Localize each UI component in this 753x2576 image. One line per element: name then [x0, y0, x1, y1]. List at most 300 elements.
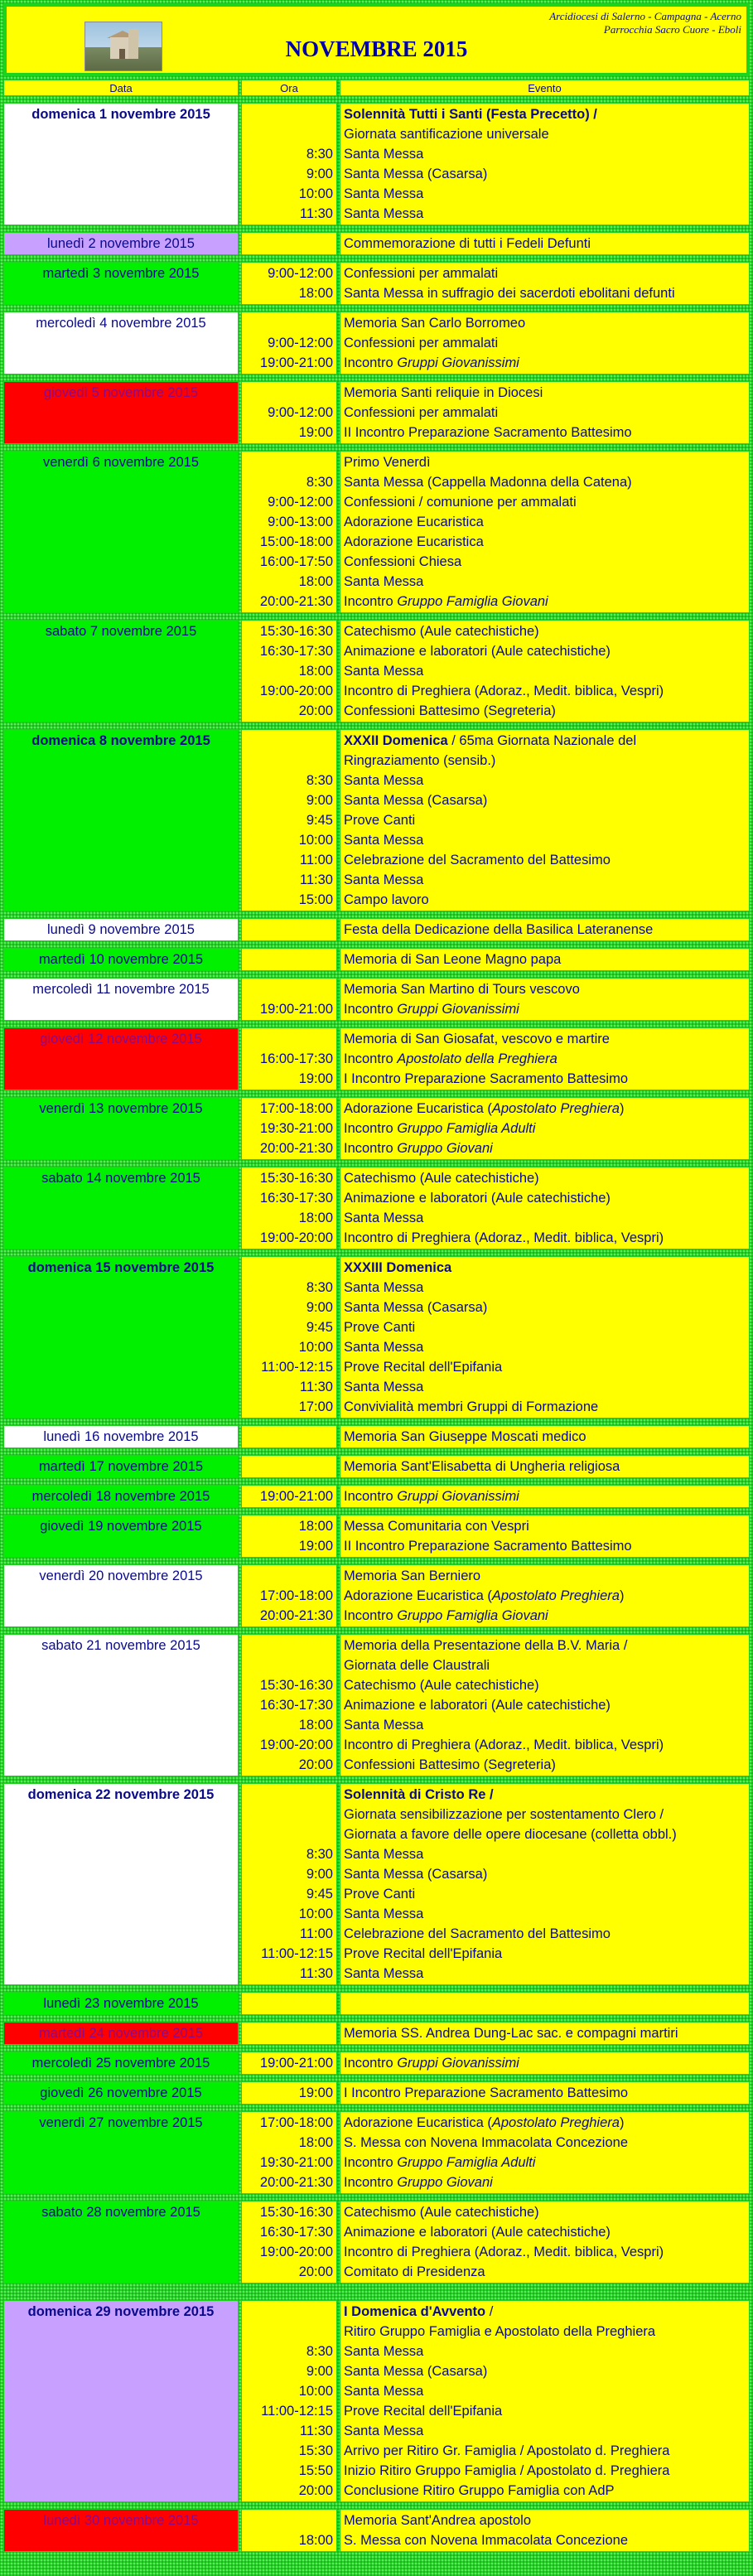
event-text: Confessioni per ammalati [344, 336, 499, 350]
event-text: Adorazione Eucaristica ( [344, 1101, 492, 1116]
event-text: Inizio Ritiro Gruppo Famiglia / Apostolato d. Preghiera [344, 2463, 670, 2478]
event-time [245, 920, 333, 940]
day-date: sabato 28 novembre 2015 [3, 2201, 239, 2284]
event-description [344, 512, 746, 532]
day-date: domenica 22 novembre 2015 [3, 1783, 239, 1985]
event-time [245, 104, 333, 124]
day-date: martedì 10 novembre 2015 [3, 948, 239, 971]
day-events [340, 1167, 750, 1249]
day-events [340, 1485, 750, 1508]
event-text: Santa Messa (Casarsa) [344, 1300, 488, 1315]
event-description [344, 2511, 746, 2530]
event-description [344, 1636, 746, 1655]
event-text: Santa Messa (Casarsa) [344, 2364, 488, 2379]
event-time: 19:00-21:00 [259, 2056, 333, 2071]
event-description [344, 1099, 746, 1119]
day-row [3, 232, 750, 255]
event-time: 9:00 [306, 1867, 333, 1882]
event-time: 10:00 [298, 186, 333, 201]
day-events [340, 1515, 750, 1558]
event-time [245, 1785, 333, 1805]
event-time: 16:30-17:30 [259, 1698, 333, 1713]
event-time [245, 2322, 333, 2342]
event-time: 19:00-21:00 [259, 355, 333, 370]
event-text: Prove Canti [344, 1320, 416, 1335]
event-time [245, 234, 333, 254]
event-text: Incontro [344, 594, 398, 609]
event-description [344, 2401, 746, 2421]
event-description [344, 263, 746, 283]
event-text: / [485, 2304, 494, 2319]
event-time: 17:00-18:00 [259, 1588, 333, 1603]
day-times [241, 978, 337, 1021]
event-time: 19:00-20:00 [259, 1230, 333, 1245]
event-time [245, 1655, 333, 1675]
event-description [344, 1675, 746, 1695]
event-time: 20:00 [298, 703, 333, 718]
day-times [241, 1097, 337, 1160]
event-time [245, 2511, 333, 2530]
event-description [344, 621, 746, 641]
event-time: 11:00-12:15 [261, 1360, 333, 1375]
event-description [344, 423, 746, 442]
event-text: Santa Messa [344, 1907, 424, 1921]
event-description [344, 234, 746, 254]
day-times [241, 2201, 337, 2284]
day-events [340, 1097, 750, 1160]
event-description [344, 1755, 746, 1775]
event-text: Memoria di San Leone Magno papa [344, 952, 562, 967]
day-times [241, 1425, 337, 1448]
event-description [344, 2322, 746, 2342]
event-time [245, 452, 333, 472]
day-events [340, 729, 750, 911]
event-description [344, 1298, 746, 1317]
day-events [340, 1455, 750, 1478]
event-description [344, 2222, 746, 2242]
event-description [344, 383, 746, 403]
event-time: 8:30 [306, 773, 333, 788]
event-time [245, 1994, 333, 2013]
event-text: Santa Messa [344, 2384, 424, 2399]
day-times [241, 312, 337, 375]
event-description [344, 2342, 746, 2361]
event-description [344, 1994, 746, 2013]
event-time: 20:00 [298, 1757, 333, 1772]
day-row [3, 1992, 750, 2015]
event-time: 9:00 [306, 793, 333, 808]
day-times [241, 2509, 337, 2552]
event-description [344, 1805, 746, 1824]
day-row [3, 729, 750, 911]
event-description [344, 164, 746, 184]
diocese-line-2: Parrocchia Sacro Cuore - Eboli [603, 23, 741, 36]
day-row [3, 1783, 750, 1985]
day-times [241, 1564, 337, 1627]
column-header-time: Ora [241, 80, 337, 96]
day-times [241, 729, 337, 911]
day-date: venerdì 13 novembre 2015 [3, 1097, 239, 1160]
event-text: Santa Messa [344, 1211, 424, 1225]
event-time: 20:00 [298, 2483, 333, 2498]
day-events [340, 2052, 750, 2075]
event-text: Arrivo per Ritiro Gr. Famiglia / Apostolato d. Preghiera [344, 2443, 670, 2458]
event-time: 11:00 [299, 853, 333, 868]
day-events [340, 103, 750, 225]
event-description [344, 2262, 746, 2282]
calendar-page [3, 3, 750, 2552]
event-text: I Incontro Preparazione Sacramento Battesimo [344, 2085, 629, 2100]
day-times [241, 620, 337, 723]
day-row [3, 918, 750, 941]
event-text: ) [619, 1588, 625, 1603]
event-text: Prove Recital dell'Epifania [344, 1946, 503, 1961]
event-time: 18:00 [298, 664, 333, 679]
event-text: Giornata santificazione universale [344, 127, 549, 142]
day-date: venerdì 6 novembre 2015 [3, 451, 239, 613]
event-text: Confessioni per ammalati [344, 266, 499, 281]
event-text: Primo Venerdì [344, 455, 431, 470]
day-times [241, 948, 337, 971]
event-description [344, 1069, 746, 1089]
day-events [340, 1783, 750, 1985]
event-text: Memoria San Giuseppe Moscati medico [344, 1429, 586, 1444]
day-events [340, 1425, 750, 1448]
event-description [344, 641, 746, 661]
event-description [344, 333, 746, 353]
event-time [245, 1566, 333, 1586]
event-description [344, 2113, 746, 2133]
day-events [340, 620, 750, 723]
event-text: Incontro di Preghiera (Adoraz., Medit. biblica, Vespri) [344, 2245, 664, 2259]
event-description [344, 2153, 746, 2172]
event-text: Prove Recital dell'Epifania [344, 2404, 503, 2419]
event-time: 9:45 [306, 1320, 333, 1335]
event-text: Santa Messa [344, 186, 424, 201]
diocese-line-1: Arcidiocesi di Salerno - Campagna - Acerno [549, 10, 741, 22]
event-time: 17:00 [298, 1399, 333, 1414]
event-text: Santa Messa [344, 1966, 424, 1981]
event-time: 20:00 [298, 2264, 333, 2279]
day-events [340, 918, 750, 941]
event-description [344, 2361, 746, 2381]
event-text: Gruppo Giovani [397, 1141, 493, 1156]
event-text: I Domenica d'Avvento [344, 2304, 486, 2319]
event-text: Catechismo (Aule catechistiche) [344, 1678, 539, 1693]
event-text: Catechismo (Aule catechistiche) [344, 2205, 539, 2220]
day-row [3, 1027, 750, 1090]
event-text: Memoria della Presentazione della B.V. Maria / [344, 1638, 628, 1653]
day-date: lunedì 30 novembre 2015 [3, 2509, 239, 2552]
event-time [245, 1427, 333, 1447]
event-text: Adorazione Eucaristica ( [344, 2115, 492, 2130]
event-description [344, 661, 746, 681]
section-gap [3, 2284, 750, 2293]
day-events [340, 2201, 750, 2284]
event-time: 18:00 [298, 1211, 333, 1225]
event-description [344, 2381, 746, 2401]
event-time: 9:00 [306, 2364, 333, 2379]
event-description [344, 890, 746, 910]
day-date: mercoledì 4 novembre 2015 [3, 312, 239, 375]
event-time: 19:00 [298, 1071, 333, 1086]
event-description [344, 2172, 746, 2192]
event-time: 8:30 [306, 1847, 333, 1862]
event-description [344, 1168, 746, 1188]
event-time: 19:00-21:00 [259, 1489, 333, 1504]
event-text: Santa Messa [344, 833, 424, 848]
event-time: 19:00 [298, 1539, 333, 1554]
event-description [344, 1536, 746, 1556]
diocese-info [549, 10, 741, 36]
event-time [245, 731, 333, 751]
event-text: Celebrazione del Sacramento del Battesimo [344, 853, 611, 868]
event-time: 8:30 [306, 475, 333, 490]
event-time: 9:00-12:00 [268, 405, 333, 420]
event-time: 20:00-21:30 [259, 2175, 333, 2190]
event-description [344, 313, 746, 333]
event-time: 20:00-21:30 [259, 1608, 333, 1623]
day-times [241, 232, 337, 255]
event-time: 19:00-20:00 [259, 684, 333, 698]
event-text: Incontro [344, 2056, 398, 2071]
event-time: 19:00 [298, 2085, 333, 2100]
event-text: Santa Messa [344, 664, 424, 679]
event-text: Prove Canti [344, 1887, 416, 1902]
event-description [344, 1695, 746, 1715]
event-text: Santa Messa in suffragio dei sacerdoti ebolitani defunti [344, 286, 675, 301]
event-time: 11:00-12:15 [261, 2404, 333, 2419]
event-description [344, 1606, 746, 1626]
event-description [344, 1049, 746, 1069]
event-description [344, 2083, 746, 2103]
event-text: Santa Messa (Cappella Madonna della Catena) [344, 475, 632, 490]
event-time: 9:00-12:00 [268, 266, 333, 281]
event-text: Santa Messa (Casarsa) [344, 1867, 488, 1882]
event-text: Santa Messa [344, 1280, 424, 1295]
day-row [3, 2022, 750, 2045]
event-description [344, 1884, 746, 1904]
day-times [241, 2081, 337, 2105]
event-description [344, 999, 746, 1019]
event-time: 11:00 [299, 1926, 333, 1941]
event-time [245, 950, 333, 969]
event-text: Memoria di San Giosafat, vescovo e martire [344, 1032, 610, 1046]
event-description [344, 403, 746, 423]
day-times [241, 1256, 337, 1418]
event-description [344, 104, 746, 124]
event-time [245, 1457, 333, 1476]
day-events [340, 1256, 750, 1418]
event-time: 10:00 [298, 1907, 333, 1921]
event-time: 18:00 [298, 1519, 333, 1534]
event-text: ) [619, 1101, 625, 1116]
event-description [344, 850, 746, 870]
day-events [340, 1564, 750, 1627]
event-description [344, 1655, 746, 1675]
event-text: Gruppo Famiglia Adulti [397, 1121, 536, 1136]
event-text: Celebrazione del Sacramento del Battesimo [344, 1926, 611, 1941]
event-text: ) [619, 2115, 625, 2130]
event-time: 15:00 [298, 892, 333, 907]
event-time: 15:50 [298, 2463, 333, 2478]
event-text: Santa Messa [344, 1718, 424, 1733]
event-text: Confessioni / comunione per ammalati [344, 495, 577, 510]
calendar-rows [3, 103, 750, 2552]
event-description [344, 2530, 746, 2550]
day-row [3, 1564, 750, 1627]
event-time: 11:00-12:15 [261, 1946, 333, 1961]
event-text: Santa Messa [344, 574, 424, 589]
event-text: Festa della Dedicazione della Basilica Lateranense [344, 922, 654, 937]
event-description [344, 144, 746, 164]
event-text: Commemorazione di tutti i Fedeli Defunti [344, 236, 591, 251]
day-events [340, 381, 750, 444]
event-text: Incontro [344, 1121, 398, 1136]
event-time: 9:00-13:00 [268, 515, 333, 529]
day-date: domenica 8 novembre 2015 [3, 729, 239, 911]
day-times [241, 1634, 337, 1776]
event-time [245, 2023, 333, 2043]
event-description [344, 950, 746, 969]
day-events [340, 978, 750, 1021]
event-description [344, 1824, 746, 1844]
event-text: Santa Messa [344, 1340, 424, 1355]
event-description [344, 492, 746, 512]
event-time: 8:30 [306, 2344, 333, 2359]
event-description [344, 2242, 746, 2262]
event-text: Adorazione Eucaristica [344, 534, 484, 549]
day-date: lunedì 23 novembre 2015 [3, 1992, 239, 2015]
event-description [344, 1119, 746, 1138]
event-time: 9:45 [306, 1887, 333, 1902]
event-text: Comitato di Presidenza [344, 2264, 485, 2279]
event-text: Santa Messa [344, 2344, 424, 2359]
day-events [340, 2300, 750, 2502]
event-time [245, 1636, 333, 1655]
day-row [3, 948, 750, 971]
event-time: 18:00 [298, 2533, 333, 2548]
event-text: Apostolato della Preghiera [397, 1051, 558, 1066]
event-text: Animazione e laboratori (Aule catechistiche) [344, 1191, 611, 1206]
event-text: Prove Canti [344, 813, 416, 828]
event-description [344, 283, 746, 303]
event-text: Gruppo Famiglia Giovani [397, 594, 548, 609]
event-description [344, 1457, 746, 1476]
event-time: 10:00 [298, 2384, 333, 2399]
event-time: 11:30 [299, 872, 333, 887]
event-time [245, 124, 333, 144]
day-date: mercoledì 11 novembre 2015 [3, 978, 239, 1021]
event-description [344, 2133, 746, 2153]
event-text: Memoria San Carlo Borromeo [344, 316, 526, 331]
event-description [344, 572, 746, 592]
event-description [344, 472, 746, 492]
event-description [344, 1228, 746, 1248]
event-description [344, 1516, 746, 1536]
event-description [344, 701, 746, 721]
event-text: S. Messa con Novena Immacolata Concezione [344, 2533, 629, 2548]
day-date: domenica 29 novembre 2015 [3, 2300, 239, 2502]
event-description [344, 790, 746, 810]
event-time: 16:00-17:30 [259, 1051, 333, 1066]
event-description [344, 2421, 746, 2441]
day-date: sabato 7 novembre 2015 [3, 620, 239, 723]
event-time: 15:30-16:30 [259, 2205, 333, 2220]
day-row [3, 620, 750, 723]
day-row [3, 2111, 750, 2194]
event-time [245, 751, 333, 771]
event-description [344, 1138, 746, 1158]
day-date: venerdì 27 novembre 2015 [3, 2111, 239, 2194]
event-text: Apostolato Preghiera [491, 1588, 620, 1603]
event-text: Memoria San Berniero [344, 1568, 481, 1583]
event-time [245, 1029, 333, 1049]
event-text: Gruppi Giovanissimi [397, 1002, 519, 1017]
day-date: giovedì 12 novembre 2015 [3, 1027, 239, 1090]
event-text: Animazione e laboratori (Aule catechistiche) [344, 2225, 611, 2240]
day-row [3, 1425, 750, 1448]
event-description [344, 2053, 746, 2073]
event-description [344, 1924, 746, 1944]
event-text: Santa Messa [344, 773, 424, 788]
event-text: Gruppi Giovanissimi [397, 1489, 519, 1504]
event-time: 16:30-17:30 [259, 644, 333, 659]
day-times [241, 1515, 337, 1558]
event-text: Adorazione Eucaristica ( [344, 1588, 492, 1603]
event-time: 19:00-20:00 [259, 2245, 333, 2259]
event-time [245, 1805, 333, 1824]
event-description [344, 1566, 746, 1586]
event-description [344, 552, 746, 572]
day-events [340, 2111, 750, 2194]
event-text: Memoria San Martino di Tours vescovo [344, 982, 580, 997]
day-times [241, 1167, 337, 1249]
event-description [344, 681, 746, 701]
event-description [344, 1427, 746, 1447]
event-text: Santa Messa [344, 1847, 424, 1862]
event-description [344, 1785, 746, 1805]
day-times [241, 1783, 337, 1985]
event-text: Santa Messa (Casarsa) [344, 793, 488, 808]
day-date: lunedì 16 novembre 2015 [3, 1425, 239, 1448]
calendar-header [3, 3, 750, 76]
event-description [344, 1904, 746, 1924]
event-text: Apostolato Preghiera [491, 1101, 620, 1116]
day-events [340, 312, 750, 375]
event-text: Animazione e laboratori (Aule catechistiche) [344, 644, 611, 659]
day-times [241, 381, 337, 444]
event-time: 20:00-21:30 [259, 1141, 333, 1156]
event-time: 10:00 [298, 1340, 333, 1355]
event-description [344, 1357, 746, 1377]
event-text: Solennità Tutti i Santi (Festa Precetto) / [344, 107, 597, 122]
event-text: Gruppi Giovanissimi [397, 2056, 519, 2071]
day-date: domenica 1 novembre 2015 [3, 103, 239, 225]
event-description [344, 2023, 746, 2043]
event-description [344, 2202, 746, 2222]
event-description [344, 1258, 746, 1278]
day-times [241, 1455, 337, 1478]
day-times [241, 2300, 337, 2502]
event-text: Adorazione Eucaristica [344, 515, 484, 529]
event-time: 18:00 [298, 2135, 333, 2150]
day-date: giovedì 19 novembre 2015 [3, 1515, 239, 1558]
event-text: Memoria Santi reliquie in Diocesi [344, 385, 543, 400]
event-description [344, 1486, 746, 1506]
event-text: XXXIII Domenica [344, 1260, 452, 1275]
event-text: / 65ma Giornata Nazionale del [447, 733, 637, 748]
